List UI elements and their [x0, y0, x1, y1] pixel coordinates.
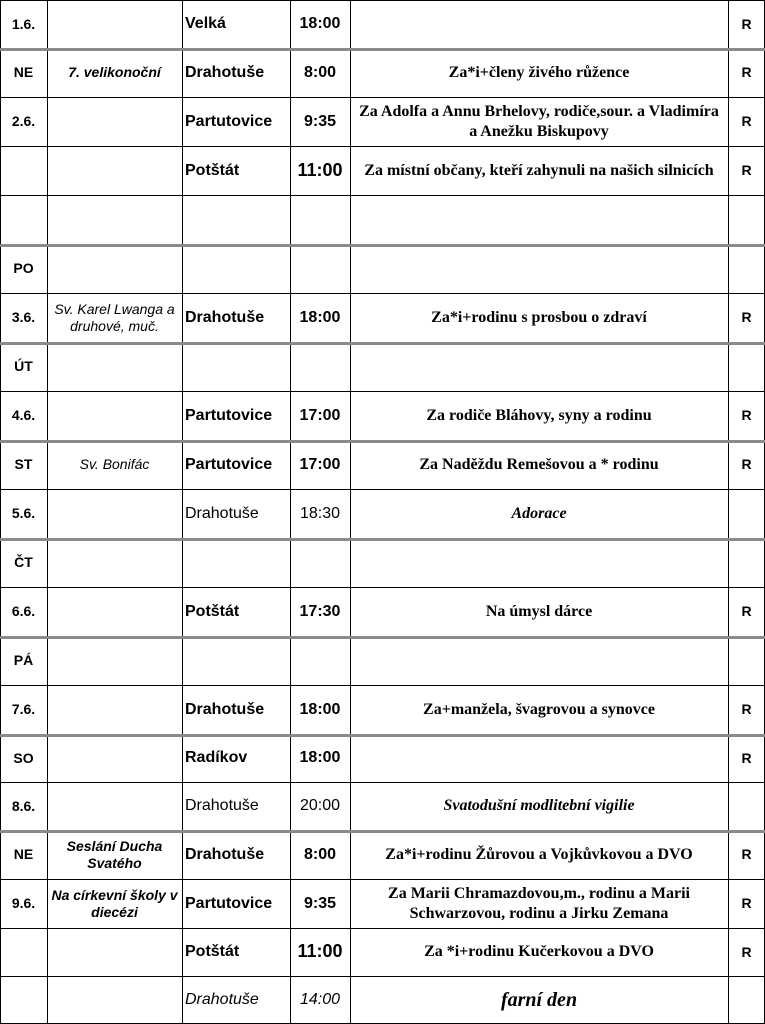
feast-cell	[47, 195, 182, 244]
feast-cell	[47, 97, 182, 146]
feast-cell	[47, 734, 182, 782]
row-divider	[0, 244, 765, 247]
intention-cell: Za rodiče Bláhovy, syny a rodinu	[426, 406, 652, 424]
intention-cell: Za Adolfa a Annu Brhelovy, rodiče,sour. a Vladimíra a Anežku Biskupovy	[359, 103, 719, 140]
intention-cell: Svatodušní modlitební vigilie	[443, 797, 635, 815]
column-divider	[182, 0, 183, 1024]
r-mark-cell: R	[741, 943, 752, 960]
day-cell: 7.6.	[11, 701, 36, 718]
intention-cell	[350, 0, 728, 48]
table-row	[0, 782, 765, 830]
row-divider	[0, 342, 765, 345]
time-cell: 14:00	[299, 991, 341, 1009]
row-divider	[0, 195, 765, 196]
r-mark-cell: R	[741, 846, 752, 863]
table-row	[0, 636, 765, 685]
day-cell: 2.6.	[11, 113, 36, 130]
table-row	[0, 0, 765, 48]
place-cell	[182, 636, 290, 685]
intention-cell	[350, 538, 728, 587]
table-row	[0, 244, 765, 293]
place-cell: Drahotuše	[185, 308, 265, 326]
r-mark-cell: R	[741, 64, 752, 81]
r-mark-cell	[728, 489, 765, 538]
r-mark-cell	[728, 636, 765, 685]
table-row	[0, 587, 765, 636]
table-row	[0, 146, 765, 195]
column-divider	[350, 0, 351, 1024]
feast-cell	[47, 244, 182, 293]
day-cell: 6.6.	[11, 603, 36, 620]
time-cell: 9:35	[303, 112, 337, 130]
time-cell: 18:00	[299, 308, 341, 326]
intention-cell: Na úmysl dárce	[485, 602, 593, 620]
row-divider	[0, 879, 765, 880]
intention-cell: Adorace	[511, 504, 567, 522]
feast-cell	[47, 391, 182, 440]
table-row	[0, 293, 765, 342]
intention-cell	[350, 636, 728, 685]
row-divider	[0, 782, 765, 783]
day-cell: PO	[13, 260, 34, 277]
table-row	[0, 440, 765, 489]
table-row	[0, 976, 765, 1024]
table-row	[0, 879, 765, 928]
place-cell	[182, 244, 290, 293]
place-cell: Drahotuše	[185, 797, 259, 815]
row-divider	[0, 928, 765, 929]
intention-cell: Za *i+rodinu Kučerkovou a DVO	[424, 943, 654, 961]
r-mark-cell: R	[741, 749, 752, 766]
feast-cell	[47, 636, 182, 685]
time-cell: 11:00	[297, 159, 343, 180]
row-divider	[0, 293, 765, 294]
day-cell: 1.6.	[11, 15, 36, 32]
place-cell: Partutovice	[185, 112, 273, 130]
day-cell: 4.6.	[11, 407, 36, 424]
intention-cell: Za+manžela, švagrovou a synovce	[423, 700, 655, 718]
place-cell: Drahotuše	[185, 845, 265, 863]
time-cell: 11:00	[297, 941, 343, 962]
intention-cell	[350, 244, 728, 293]
row-divider	[0, 48, 765, 51]
table-row	[0, 734, 765, 782]
row-divider	[0, 830, 765, 833]
r-mark-cell	[728, 342, 765, 391]
r-mark-cell	[728, 244, 765, 293]
place-cell: Potštát	[185, 943, 240, 961]
r-mark-cell: R	[741, 895, 752, 912]
intention-cell	[350, 342, 728, 391]
table-row	[0, 195, 765, 244]
table-row	[0, 97, 765, 146]
table-row	[0, 489, 765, 538]
r-mark-cell: R	[741, 162, 752, 179]
place-cell: Drahotuše	[185, 700, 265, 718]
day-cell: ČT	[14, 554, 33, 571]
table-row	[0, 391, 765, 440]
time-cell	[290, 244, 350, 293]
intention-cell: Za místní občany, kteří zahynuli na našich silnicích	[364, 161, 714, 179]
r-mark-cell: R	[741, 603, 752, 620]
place-cell: Potštát	[185, 602, 240, 620]
row-divider	[0, 636, 765, 639]
table-row	[0, 48, 765, 97]
r-mark-cell: R	[741, 309, 752, 326]
column-divider	[47, 0, 48, 1024]
day-cell: NE	[13, 846, 34, 863]
day-cell	[0, 976, 47, 1024]
row-divider	[0, 976, 765, 977]
column-divider	[290, 0, 291, 1024]
time-cell: 17:30	[299, 602, 341, 620]
time-cell: 17:00	[299, 406, 341, 424]
r-mark-cell	[728, 782, 765, 830]
feast-cell: Sv. Bonifác	[79, 456, 150, 473]
day-cell	[0, 928, 47, 976]
r-mark-cell	[728, 195, 765, 244]
day-cell: 3.6.	[11, 309, 36, 326]
table-row	[0, 342, 765, 391]
place-cell: Partutovice	[185, 455, 273, 473]
table-row	[0, 830, 765, 879]
time-cell: 18:00	[299, 749, 341, 767]
row-divider	[0, 97, 765, 98]
day-cell: SO	[13, 749, 34, 766]
time-cell	[290, 636, 350, 685]
place-cell: Potštát	[185, 161, 240, 179]
day-cell: NE	[13, 64, 34, 81]
intention-cell: Za*i+rodinu s prosbou o zdraví	[431, 308, 647, 326]
feast-cell	[47, 342, 182, 391]
intention-cell: Za*i+členy živého růžence	[448, 63, 630, 81]
row-divider	[0, 489, 765, 490]
intention-cell: Za Marii Chramazdovou,m., rodinu a Marii Schwarzovou, rodinu a Jirku Zemana	[388, 885, 690, 922]
time-cell: 18:30	[299, 504, 341, 522]
row-divider	[0, 685, 765, 686]
feast-cell	[47, 146, 182, 195]
day-cell: 8.6.	[11, 797, 36, 814]
place-cell: Drahotuše	[185, 504, 259, 522]
column-divider	[0, 0, 1, 1024]
feast-cell: 7. velikonoční	[68, 64, 161, 81]
r-mark-cell	[728, 538, 765, 587]
row-divider	[0, 587, 765, 588]
intention-cell	[350, 195, 728, 244]
feast-cell	[47, 685, 182, 734]
r-mark-cell	[728, 976, 765, 1024]
time-cell	[290, 538, 350, 587]
day-cell	[0, 195, 47, 244]
place-cell: Velká	[185, 15, 226, 33]
feast-cell	[47, 489, 182, 538]
place-cell: Partutovice	[185, 406, 273, 424]
row-divider	[0, 391, 765, 392]
row-divider	[0, 440, 765, 443]
feast-cell	[47, 538, 182, 587]
day-cell: ÚT	[14, 358, 33, 375]
intention-cell: farní den	[500, 989, 578, 1011]
intention-cell: Za*i+rodinu Žůrovou a Vojkůvkovou a DVO	[385, 845, 693, 863]
day-cell: ST	[14, 456, 33, 473]
feast-cell	[47, 782, 182, 830]
row-divider	[0, 734, 765, 737]
time-cell: 18:00	[299, 15, 341, 33]
row-divider	[0, 146, 765, 147]
r-mark-cell: R	[741, 407, 752, 424]
feast-cell: Sv. Karel Lwanga a druhové, muč.	[54, 300, 175, 334]
time-cell: 8:00	[303, 845, 337, 863]
r-mark-cell: R	[741, 113, 752, 130]
feast-cell: Seslání Ducha Svatého	[66, 837, 163, 871]
r-mark-cell: R	[741, 701, 752, 718]
place-cell: Drahotuše	[185, 991, 259, 1009]
day-cell	[0, 146, 47, 195]
table-row	[0, 928, 765, 976]
intention-cell	[350, 734, 728, 782]
place-cell	[182, 342, 290, 391]
feast-cell	[47, 0, 182, 48]
day-cell: 5.6.	[11, 505, 36, 522]
place-cell: Radíkov	[185, 749, 248, 767]
time-cell	[290, 195, 350, 244]
r-mark-cell: R	[741, 15, 752, 32]
column-divider	[728, 0, 729, 1024]
intention-cell: Za Naděždu Remešovou a * rodinu	[419, 455, 659, 473]
place-cell: Drahotuše	[185, 63, 265, 81]
time-cell: 18:00	[299, 700, 341, 718]
time-cell	[290, 342, 350, 391]
time-cell: 17:00	[299, 455, 341, 473]
feast-cell: Na církevní školy v diecézi	[51, 886, 178, 920]
day-cell: PÁ	[13, 652, 34, 669]
day-cell: 9.6.	[11, 895, 36, 912]
time-cell: 20:00	[299, 797, 341, 815]
table-row	[0, 538, 765, 587]
place-cell: Partutovice	[185, 894, 273, 912]
feast-cell	[47, 928, 182, 976]
place-cell	[182, 538, 290, 587]
row-divider	[0, 0, 765, 1]
row-divider	[0, 538, 765, 541]
feast-cell	[47, 587, 182, 636]
time-cell: 8:00	[303, 63, 337, 81]
feast-cell	[47, 976, 182, 1024]
r-mark-cell: R	[741, 456, 752, 473]
table-row	[0, 685, 765, 734]
time-cell: 9:35	[303, 894, 337, 912]
place-cell	[182, 195, 290, 244]
